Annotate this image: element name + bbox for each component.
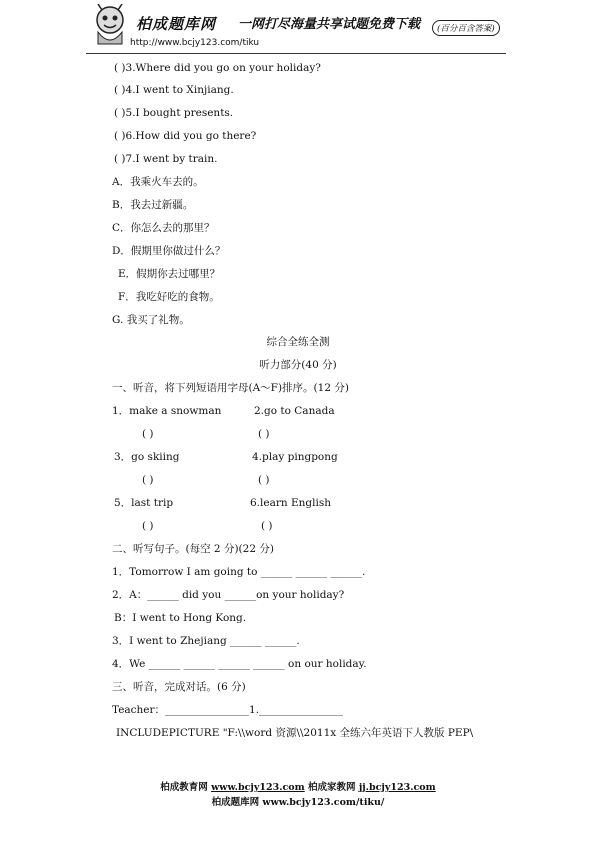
phrase-item: 5．last trip — [114, 497, 174, 509]
phrase-item: 1．make a snowman — [112, 405, 222, 417]
answer-blank[interactable]: ( ) — [142, 428, 154, 440]
phrase-item: 2.go to Canada — [254, 405, 335, 417]
header-divider — [86, 53, 506, 54]
answer-blank[interactable]: ( ) — [142, 474, 154, 486]
brand-name: 柏成题库网 — [136, 15, 217, 33]
answer-blank[interactable]: ( ) — [258, 474, 270, 486]
matching-answer: G. 我买了礼物。 — [112, 314, 190, 326]
matching-question: ( )3.Where did you go on your holiday? — [114, 62, 321, 74]
logo-mascot-icon — [88, 4, 132, 46]
footer-mid: 柏成家教网 — [304, 782, 359, 793]
dictation-line: 2．A：______ did you ______on your holiday? — [112, 589, 345, 601]
phrase-item: 4.play pingpong — [252, 451, 338, 463]
matching-answer: A．我乘火车去的。 — [112, 176, 204, 188]
footer-tiku[interactable]: 柏成题库网 www.bcjy123.com/tiku/ — [211, 797, 385, 808]
test-title: 综合全练全测 — [266, 336, 330, 348]
dictation-line: 4．We ______ ______ ______ ______ on our holiday. — [112, 658, 367, 670]
matching-question: ( )4.I went to Xinjiang. — [114, 84, 234, 96]
footer-link-edu[interactable]: www.bcjy123.com — [211, 782, 305, 793]
matching-question: ( )5.I bought presents. — [114, 107, 234, 119]
phrase-item: 3．go skiing — [114, 451, 180, 463]
section3-heading: 三、听音，完成对话。(6 分) — [112, 681, 246, 693]
matching-answer: C．你怎么去的那里？ — [112, 222, 215, 234]
dictation-line: 1．Tomorrow I am going to ______ ______ ______. — [112, 566, 366, 578]
answer-badge: (百分百含答案) — [432, 20, 500, 36]
matching-answer: D．假期里你做过什么？ — [112, 245, 226, 257]
footer-prefix: 柏成教育网 — [160, 782, 212, 793]
listening-part-title: 听力部分(40 分) — [259, 359, 337, 371]
matching-answer: E．假期你去过哪里？ — [118, 268, 221, 280]
section1-heading: 一、听音，将下列短语用字母(A～F)排序。(12 分) — [112, 382, 349, 394]
matching-answer: F．我吃好吃的食物。 — [118, 291, 220, 303]
include-picture-field: INCLUDEPICTURE "F:\\word 资源\\2011x 全练六年英语下人教版 PEP\ — [116, 727, 474, 739]
answer-blank[interactable]: ( ) — [142, 520, 154, 532]
answer-blank[interactable]: ( ) — [258, 428, 270, 440]
matching-question: ( )7.I went by train. — [114, 153, 218, 165]
footer-links — [0, 779, 596, 793]
dictation-line: B：I went to Hong Kong. — [114, 612, 247, 624]
phrase-item: 6.learn English — [250, 497, 331, 509]
site-slogan: 一网打尽海量共享试题免费下载 — [238, 17, 421, 32]
dictation-line: 3．I went to Zhejiang ______ ______. — [112, 635, 300, 647]
footer-link-tutor[interactable]: jj.bcjy123.com — [358, 782, 436, 793]
teacher-dialogue-line: Teacher：________________1.________________ — [112, 704, 344, 716]
answer-blank[interactable]: ( ) — [261, 520, 273, 532]
section2-heading: 二、听写句子。(每空 2 分)(22 分) — [112, 543, 274, 555]
matching-answer: B．我去过新疆。 — [112, 199, 194, 211]
header-url[interactable]: http://www.bcjy123.com/tiku — [130, 38, 260, 48]
matching-question: ( )6.How did you go there? — [114, 130, 257, 142]
